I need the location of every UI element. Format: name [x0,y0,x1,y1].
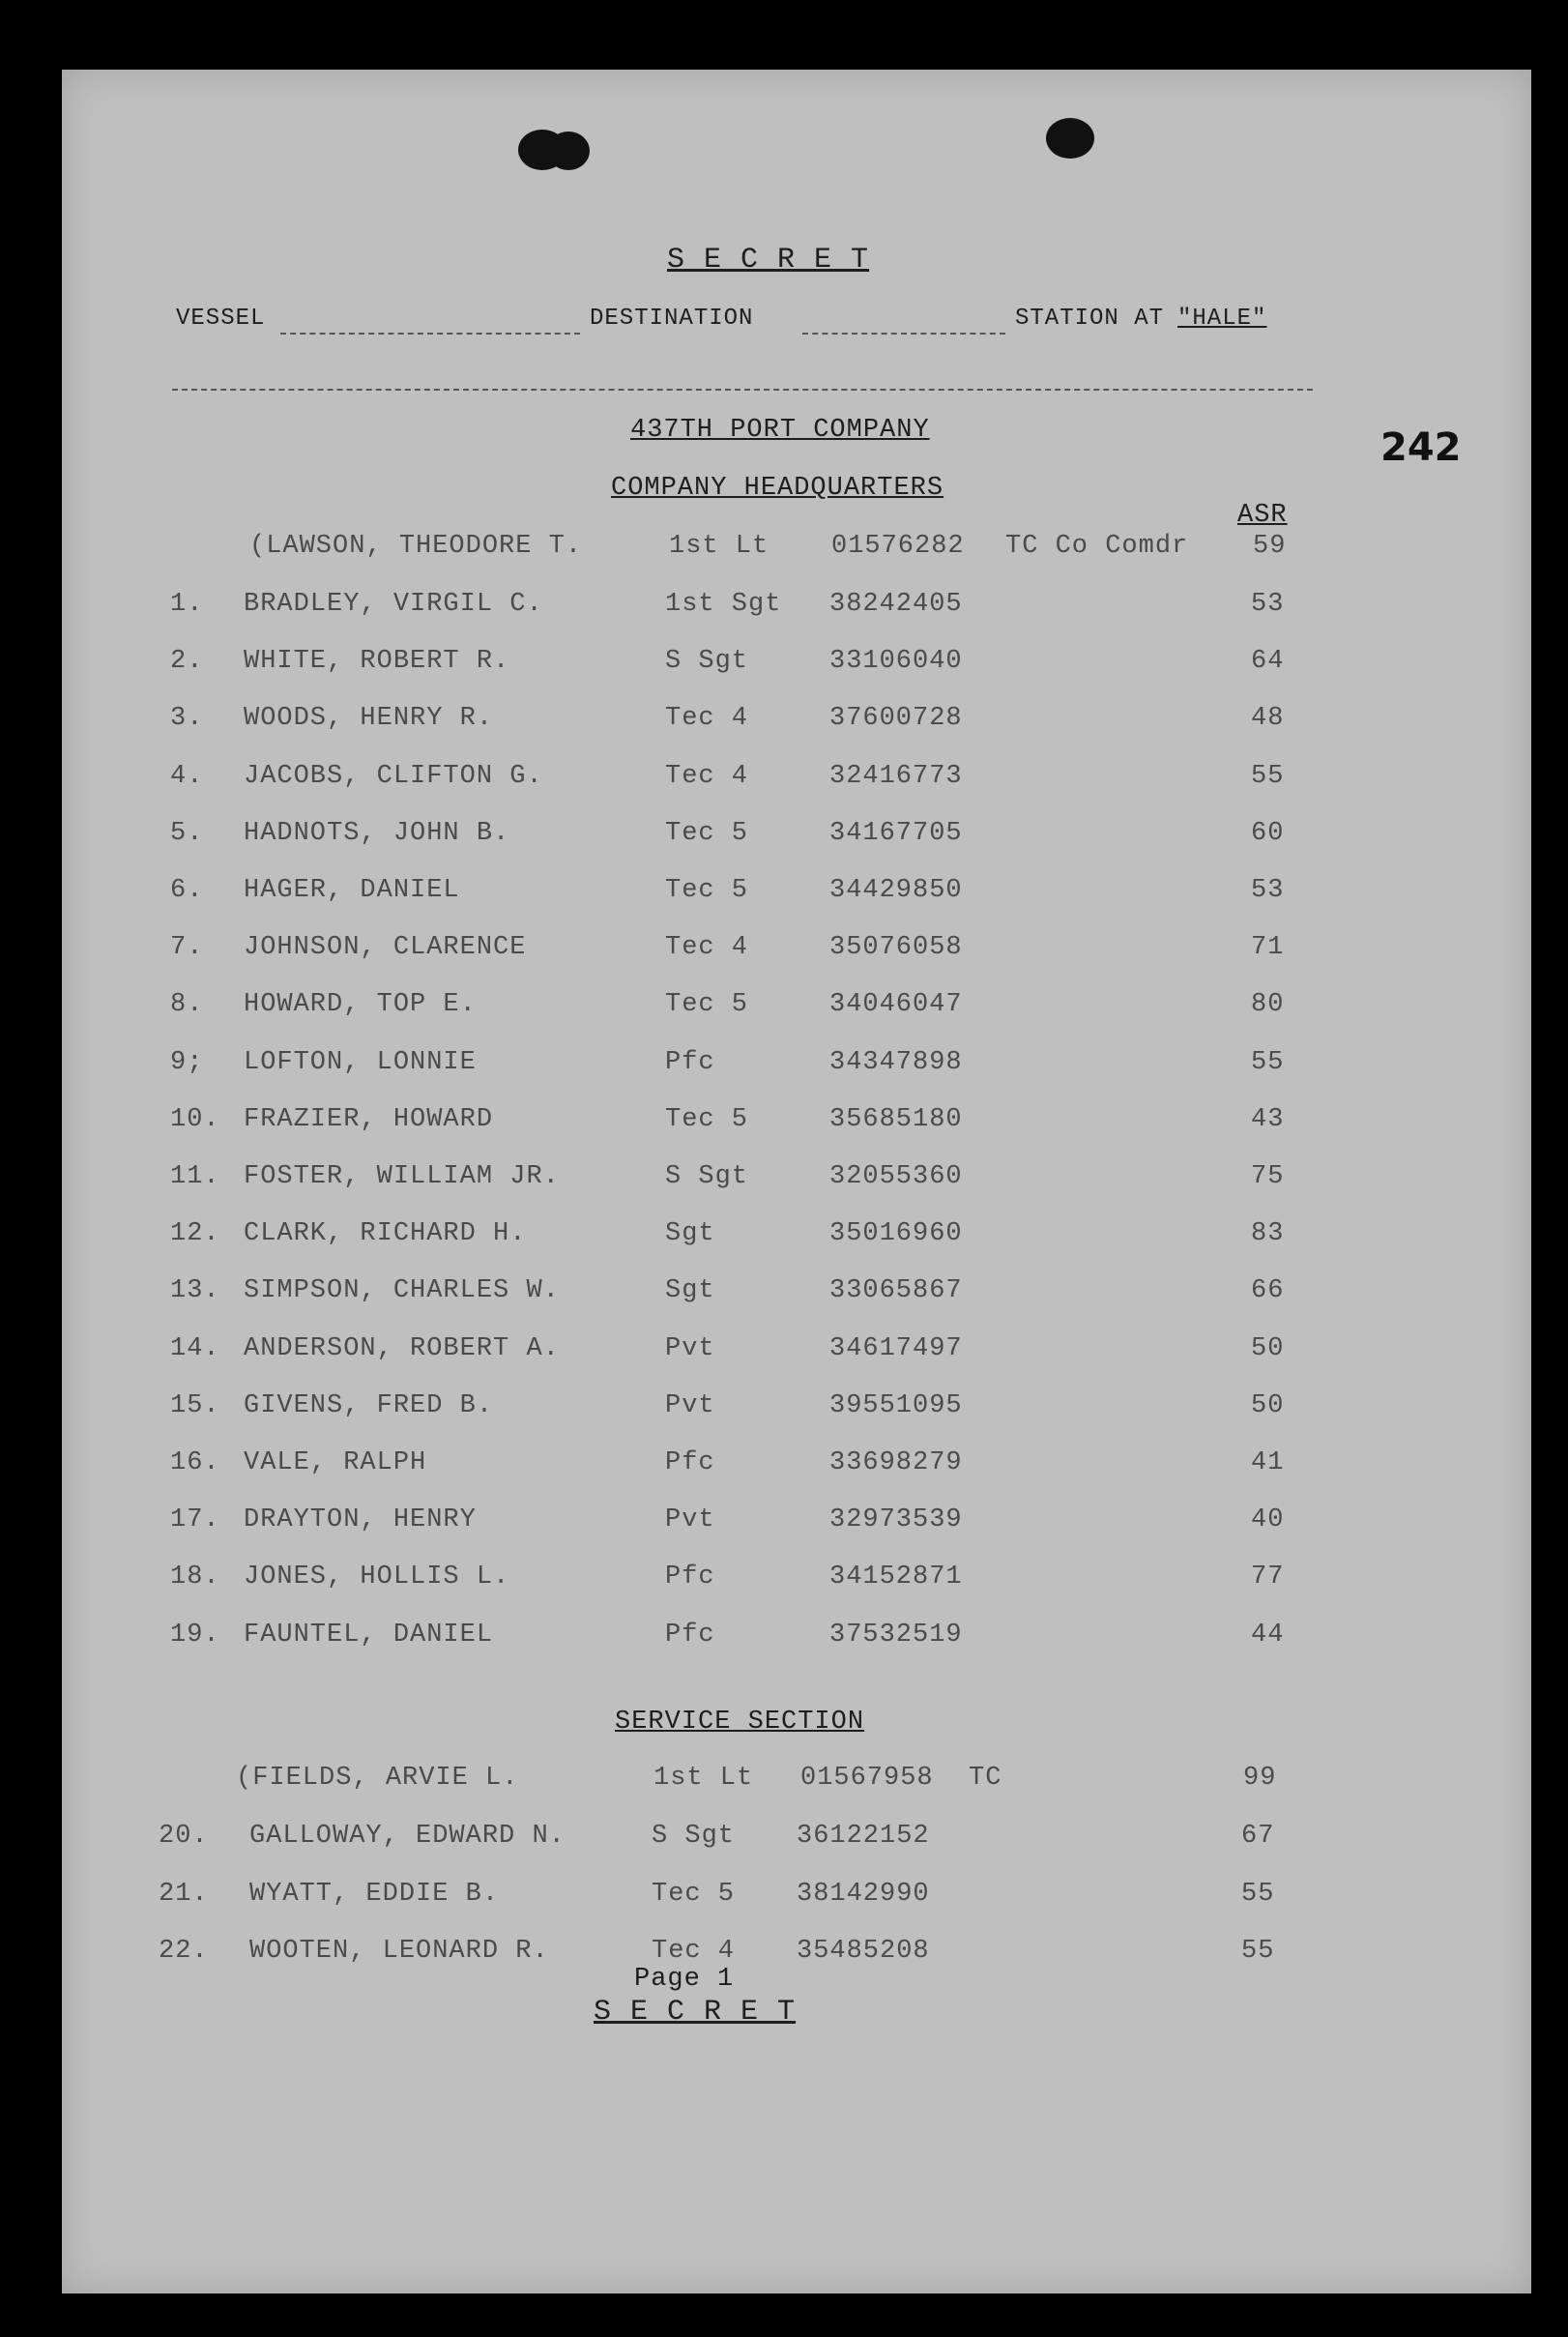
row-serial: 34046047 [829,990,963,1020]
row-rank: Pvt [665,1505,715,1535]
row-serial: 34167705 [829,818,963,848]
row-number: 6. [170,876,204,905]
row-number: 21. [159,1879,209,1909]
row-number: 2. [170,647,204,677]
row-asr: 43 [1251,1104,1285,1134]
row-serial: 34347898 [829,1047,963,1077]
page-label: Page 1 [634,1965,735,1994]
destination-blank [802,333,1005,335]
row-rank: Tec 4 [665,761,749,791]
row-rank: S Sgt [665,647,749,677]
punch-hole-right [1046,118,1094,159]
row-serial: 35016960 [829,1219,963,1249]
row-rank: Sgt [665,1219,715,1249]
row-rank: S Sgt [652,1822,736,1851]
officer-rank: 1st Lt [669,532,769,561]
company-title: 437TH PORT COMPANY [630,416,930,445]
row-serial: 38242405 [829,590,963,619]
row-number: 1. [170,590,204,619]
asr-column-header: ASR [1237,501,1288,530]
row-serial: 32055360 [829,1162,963,1191]
row-asr: 80 [1251,990,1285,1020]
row-asr: 53 [1251,590,1285,619]
row-rank: Tec 5 [665,990,749,1020]
row-rank: Pvt [665,1333,715,1363]
row-name: WHITE, ROBERT R. [244,647,510,677]
row-rank: 1st Sgt [665,590,782,619]
officer-name: (FIELDS, ARVIE L. [236,1764,519,1793]
row-number: 20. [159,1822,209,1851]
row-number: 3. [170,704,204,734]
row-serial: 37532519 [829,1620,963,1650]
officer-serial: 01567958 [800,1764,934,1793]
row-asr: 48 [1251,704,1285,734]
row-asr: 55 [1241,1879,1275,1909]
row-asr: 71 [1251,933,1285,963]
row-number: 16. [170,1448,220,1477]
row-asr: 64 [1251,647,1285,677]
officer-name: (LAWSON, THEODORE T. [249,532,583,561]
row-name: FRAZIER, HOWARD [244,1104,494,1134]
vessel-label: VESSEL [176,306,266,332]
station-value: "HALE" [1177,306,1267,332]
row-number: 17. [170,1505,220,1535]
row-name: GALLOWAY, EDWARD N. [249,1822,566,1851]
officer-asr: 99 [1243,1764,1277,1793]
row-number: 14. [170,1333,220,1363]
row-rank: Pfc [665,1047,715,1077]
row-serial: 33065867 [829,1276,963,1306]
row-number: 7. [170,933,204,963]
destination-label: DESTINATION [590,306,754,332]
officer-role: TC [969,1764,1002,1793]
row-name: CLARK, RICHARD H. [244,1219,527,1249]
row-name: BRADLEY, VIRGIL C. [244,590,543,619]
header-separator [172,389,1313,391]
row-number: 13. [170,1276,220,1306]
row-serial: 34152871 [829,1563,963,1592]
row-number: 15. [170,1390,220,1420]
row-number: 11. [170,1162,220,1191]
row-name: ANDERSON, ROBERT A. [244,1333,560,1363]
row-serial: 37600728 [829,704,963,734]
row-serial: 34429850 [829,876,963,905]
row-number: 8. [170,990,204,1020]
row-serial: 32973539 [829,1505,963,1535]
row-asr: 67 [1241,1822,1275,1851]
row-number: 12. [170,1219,220,1249]
row-name: DRAYTON, HENRY [244,1505,477,1535]
row-asr: 83 [1251,1219,1285,1249]
officer-serial: 01576282 [831,532,965,561]
row-name: VALE, RALPH [244,1448,427,1477]
row-rank: Pfc [665,1563,715,1592]
row-asr: 53 [1251,876,1285,905]
row-serial: 35485208 [797,1937,930,1966]
row-name: JOHNSON, CLARENCE [244,933,527,963]
row-name: WOOTEN, LEONARD R. [249,1937,549,1966]
section-heading-hq: COMPANY HEADQUARTERS [611,474,944,503]
vessel-blank [280,333,580,335]
row-serial: 33106040 [829,647,963,677]
row-number: 19. [170,1620,220,1650]
row-name: GIVENS, FRED B. [244,1390,494,1420]
row-rank: Tec 4 [665,933,749,963]
row-number: 9; [170,1047,204,1077]
secret-top: S E C R E T [667,244,870,277]
officer-asr: 59 [1253,532,1287,561]
row-name: WYATT, EDDIE B. [249,1879,500,1909]
row-serial: 36122152 [797,1822,930,1851]
row-serial: 35076058 [829,933,963,963]
punch-hole-left-2 [547,131,590,170]
row-name: JONES, HOLLIS L. [244,1563,510,1592]
row-name: FOSTER, WILLIAM JR. [244,1162,560,1191]
station-label: STATION AT [1015,306,1165,332]
row-serial: 38142990 [797,1879,930,1909]
section-heading-service: SERVICE SECTION [615,1708,865,1737]
row-rank: Tec 5 [652,1879,736,1909]
row-name: JACOBS, CLIFTON G. [244,761,543,791]
officer-rank: 1st Lt [653,1764,754,1793]
row-serial: 34617497 [829,1333,963,1363]
row-number: 4. [170,761,204,791]
secret-bottom: S E C R E T [594,1996,797,2029]
row-name: FAUNTEL, DANIEL [244,1620,494,1650]
row-asr: 55 [1251,761,1285,791]
row-name: LOFTON, LONNIE [244,1047,477,1077]
row-asr: 60 [1251,818,1285,848]
row-rank: Tec 5 [665,818,749,848]
officer-role: TC Co Comdr [1005,532,1189,561]
row-name: HADNOTS, JOHN B. [244,818,510,848]
row-rank: S Sgt [665,1162,749,1191]
row-name: HAGER, DANIEL [244,876,460,905]
row-name: SIMPSON, CHARLES W. [244,1276,560,1306]
row-asr: 50 [1251,1390,1285,1420]
page-number-stamp: 242 [1380,425,1462,470]
row-name: WOODS, HENRY R. [244,704,494,734]
row-serial: 32416773 [829,761,963,791]
row-rank: Pfc [665,1620,715,1650]
row-asr: 55 [1241,1937,1275,1966]
row-asr: 40 [1251,1505,1285,1535]
row-asr: 55 [1251,1047,1285,1077]
row-serial: 35685180 [829,1104,963,1134]
row-asr: 44 [1251,1620,1285,1650]
row-number: 22. [159,1937,209,1966]
row-rank: Sgt [665,1276,715,1306]
row-asr: 66 [1251,1276,1285,1306]
row-serial: 39551095 [829,1390,963,1420]
row-number: 10. [170,1104,220,1134]
row-rank: Tec 4 [652,1937,736,1966]
row-asr: 41 [1251,1448,1285,1477]
row-rank: Pfc [665,1448,715,1477]
row-asr: 50 [1251,1333,1285,1363]
row-number: 5. [170,818,204,848]
row-serial: 33698279 [829,1448,963,1477]
row-asr: 75 [1251,1162,1285,1191]
row-rank: Tec 5 [665,876,749,905]
row-name: HOWARD, TOP E. [244,990,477,1020]
row-rank: Tec 4 [665,704,749,734]
row-rank: Pvt [665,1390,715,1420]
row-asr: 77 [1251,1563,1285,1592]
row-rank: Tec 5 [665,1104,749,1134]
row-number: 18. [170,1563,220,1592]
